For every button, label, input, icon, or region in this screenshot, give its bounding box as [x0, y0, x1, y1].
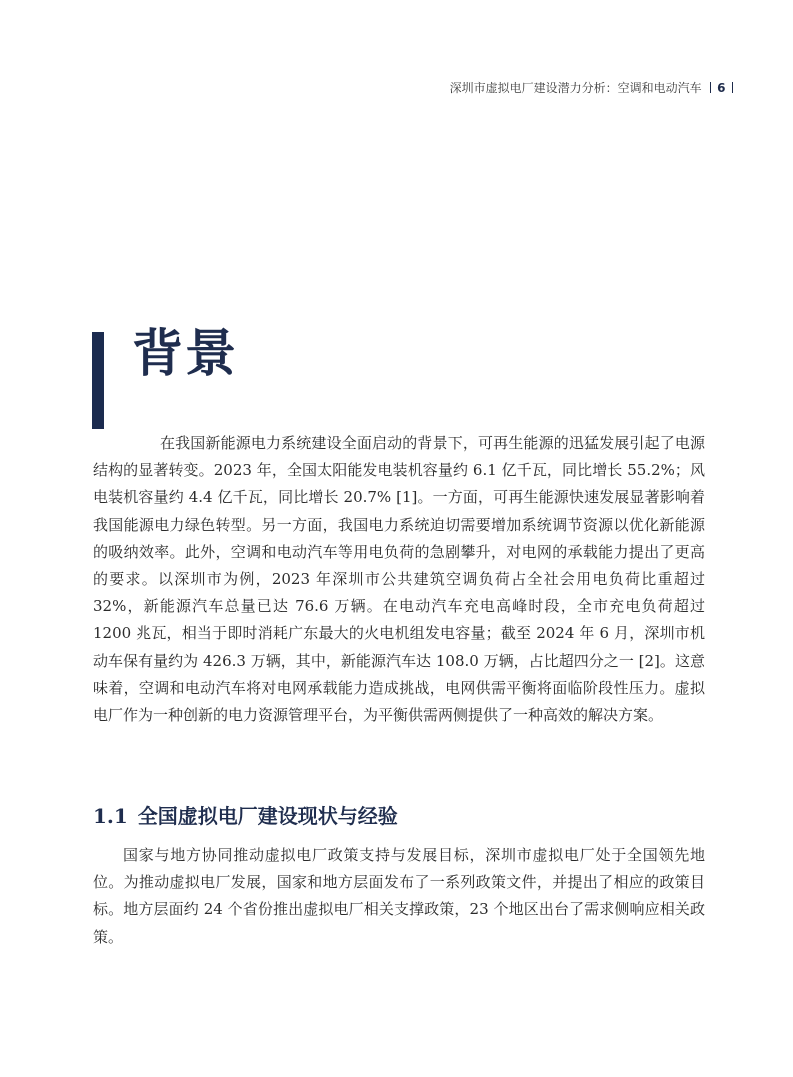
- chapter-accent-bar: [92, 332, 104, 429]
- running-title: 深圳市虚拟电厂建设潜力分析：空调和电动汽车: [449, 81, 702, 95]
- page-number-value: 6: [717, 80, 726, 95]
- intro-paragraph: 在我国新能源电力系统建设全面启动的背景下，可再生能源的迅猛发展引起了电源结构的显著转变。2023 年，全国太阳能发电装机容量约 6.1 亿千瓦，同比增长 55.2%；风电装机容量约 4.4 亿千瓦，同比增长 20.7% [1]。一方面，可再生能源快速发展显著影响着我国能源电力绿色转型。另一方面，我国电力系统迫切需要增加系统调节资源以优化新能源的吸纳效率。此外，空调和电动汽车等用电负荷的急剧攀升，对电网的承载能力提出了更高的要求。以深圳市为例，2023 年深圳市公共建筑空调负荷占全社会用电负荷比重超过 32%，新能源汽车总量已达 76.6 万辆。在电动汽车充电高峰时段，全市充电负荷超过 1200 兆瓦，相当于即时消耗广东最大的火电机组发电容量；截至 2024 年 6 月，深圳市机动车保有量约为 426.3 万辆，其中，新能源汽车达 108.0 万辆，占比超四分之一 [2]。这意味着，空调和电动汽车将对电网承载能力造成挑战，电网供需平衡将面临阶段性压力。虚拟电厂作为一种创新的电力资源管理平台，为平衡供需两侧提供了一种高效的解决方案。: [93, 434, 705, 725]
- section-title: 全国虚拟电厂建设现状与经验: [137, 804, 398, 828]
- page-number: [710, 81, 733, 95]
- page-number-right-bar: [732, 82, 734, 93]
- section-number: 1.1: [93, 804, 128, 828]
- running-header: [450, 79, 733, 96]
- section-heading: [93, 800, 398, 829]
- chapter-title: 背景: [132, 325, 239, 384]
- page-number-left-bar: [710, 82, 712, 93]
- section-paragraph: 国家与地方协同推动虚拟电厂政策支持与发展目标，深圳市虚拟电厂处于全国领先地位。为推动虚拟电厂发展，国家和地方层面发布了一系列政策文件，并提出了相应的政策目标。地方层面约 24 个省份推出虚拟电厂相关支撑政策，23 个地区出台了需求侧响应相关政策。: [93, 846, 705, 946]
